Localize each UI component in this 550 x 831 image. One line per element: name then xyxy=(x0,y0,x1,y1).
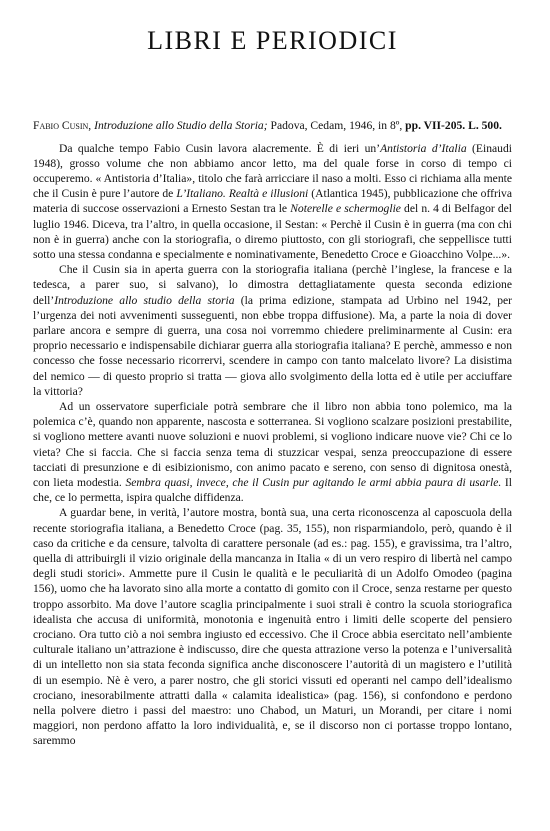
citation-author: Fabio Cusin, xyxy=(33,119,92,132)
text-run: L’Italiano. Realtà e illusioni xyxy=(176,187,309,201)
text-run: del n. 4 di Belfagor del luglio 1946. Diceva, tra l’altro, in quella occasione, il Sestan: « Perchè il Cusin è in guerra (ma con chi non è in guerra) anche con la storiografia, o diremo piuttosto, con gli storiografi, che seppellisce tutti sotto una stessa condanna e specialmente e nominativamente, Benedetto Croce e Gioacchino Volpe...». xyxy=(33,202,513,261)
citation-book-title: Introduzione allo Studio della Storia; xyxy=(94,119,268,132)
paragraph-1 xyxy=(33,141,512,263)
text-run: (la prima edizione, stampata ad Urbino nel 1942, per l’urgenza dei noti avvenimenti susseguenti, non ebbe troppa diffusione). Ma, a parte la noia di dover parlare ancora e sempre di guerra, una cosa noi vorremmo chiedere preliminarmente al Cusin: era proprio necessario e indispensabile dichiarar guerra alla storiografia italiana? E perchè, ammesso e non concesso che fosse necessario ricorrervi, scendere in campo con tanto malcelato livore? La disistima del nemico — di questo proprio si tratta — giova allo svolgimento della lotta ed è utile per acciuffare la vittoria? xyxy=(33,293,512,398)
text-run: Introduzione allo studio della storia xyxy=(54,293,235,307)
review-body xyxy=(33,141,512,749)
text-run: Noterelle e schermoglie xyxy=(290,202,401,216)
book-citation xyxy=(33,118,512,134)
text-run: Antistoria d’Italia xyxy=(380,141,467,155)
text-run: Sembra quasi, invece, che il Cusin pur agitando le armi abbia paura di usarle. xyxy=(125,475,502,489)
paragraph-2 xyxy=(33,262,512,399)
citation-publisher: Padova, Cedam, 1946, in 8º, xyxy=(270,119,403,132)
citation-pages-price: pp. VII-205. L. 500. xyxy=(405,119,502,132)
text-run: Che il Cusin sia in aperta guerra con la storiografia italiana (perchè l’inglese, la francese e la tedesca, a parer suo, si salvano), lo dimostra dettagliatamente questa seconda edizione dell’ xyxy=(33,263,512,307)
paragraph-3 xyxy=(33,399,512,505)
section-title: LIBRI E PERIODICI xyxy=(147,26,398,55)
text-run: (Atlantica 1945), pubblicazione che offriva materia di succose osservazioni a Ernesto Sestan tra le xyxy=(33,187,512,216)
text-run: Il che, ce lo permetta, ispira qualche diffidenza. xyxy=(33,475,512,505)
paragraph-4 xyxy=(33,505,512,748)
text-run: Da qualche tempo Fabio Cusin lavora alacremente. È di ieri un’ xyxy=(59,141,381,155)
text-run: Ad un osservatore superficiale potrà sembrare che il libro non abbia tono polemico, ma la polemica c’è, quando non apparente, nascosta e sotterranea. Si vogliono scalzare posizioni prestabilite, si vogliono mettere avanti nuove soluzioni e nuovi problemi, si vogliono indicare nuove vie? Chi ce lo vieta? Che si faccia. Che si faccia senza tema di stuzzicar vespai, senza preoccupazione di essere tacciati di presunzione e di esibizionismo, con animo pacato e sereno, con senso di dignitosa onestà, con lieta modestia. xyxy=(33,399,512,489)
text-run: A guardar bene, in verità, l’autore mostra, bontà sua, una certa riconoscenza al caposcuola della recente storiografia italiana, a Benedetto Croce (pag. 35, 155), non risparmiandolo, però, quando è il caso da critiche e da censure, talvolta di carattere personale (ad es.: pag. 155), e gravissima, tra l’altro, quella di attribuirgli il vizio originale della mancanza in Italia « di un vero respiro di libertà nel campo degli studi storici». Ammette pure il Cusin le qualità e le peculiarità di un Adolfo Omodeo (pagina 156), uomo che ha lavorato sino alla morte a contatto di gomito con il Croce, senza restarne per questo troppo assorbito. Ma dove l’autore scaglia principalmente i suoi strali è contro la scuola storiografica idealista che accusa di uniformità, monotonia e ingenuità entro i limiti delle scoperte del pensiero crociano. Ora tutto ciò a noi sembra ingiusto ed eccessivo. Che il Croce abbia esercitato nell’ambiente culturale italiano un’attrazione è indiscusso, dire che questa attrazione verso la potenza e l’universalità di un intelletto non sia stata feconda significa anche disconoscere l’autorità di un magistero e l’utilità di un esempio. Nè è vero, a parer nostro, che gli storici vissuti ed operanti nel campo dell’idealismo crociano, inesorabilmente attratti dalla « calamita idealistica» (pag. 156), si confondono e perdono nella polvere dietro i passi del maestro: uno Chabod, un Maturi, un Morandi, per citare i nomi maggiori, non perdono affatto la loro individualità, e, se il discorso non ci portasse troppo lontano, saremmo xyxy=(33,506,512,748)
text-run: (Einaudi 1948), grosso volume che non abbiamo ancor letto, ma del quale forse in corso di tempo ci occuperemo. « Antistoria d’Italia», titolo che farà arricciare il naso a molti. Esso ci richiama alla mente che il Cusin è pure l’autore de xyxy=(33,141,512,201)
